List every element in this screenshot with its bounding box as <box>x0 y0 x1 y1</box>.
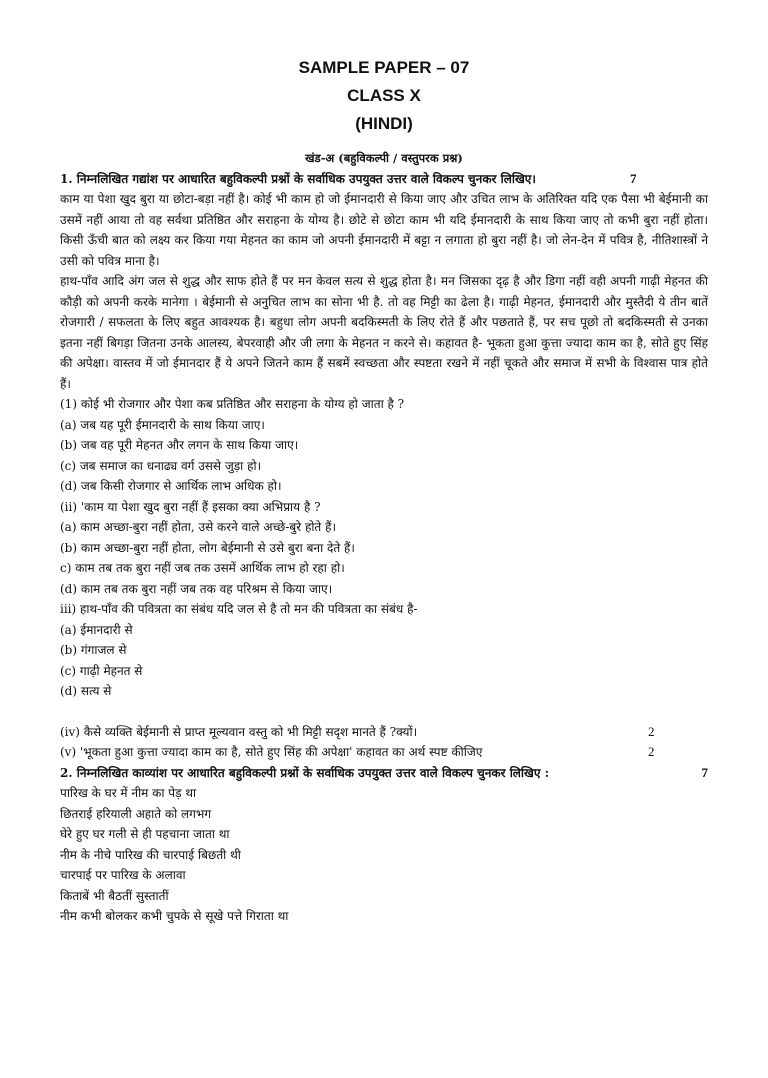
class-title: CLASS X <box>347 86 421 105</box>
short-question-v <box>60 742 708 763</box>
list-item: (ii) 'काम या पेशा खुद बुरा नहीं हैं इसका क्या अभिप्राय है ? <box>60 499 321 514</box>
paper-title: SAMPLE PAPER – 07 <box>298 58 470 77</box>
poem-line: चारपाई पर पारिख के अलावा <box>60 868 186 882</box>
poem-lines <box>60 783 708 927</box>
question-2-text: 2. निम्नलिखित काव्यांश पर आधारित बहुविकल्पी प्रश्नों के सर्वाधिक उपयुक्त उत्तर वाले विकल्प चुनकर लिखिए : <box>60 765 550 780</box>
short-question-marks: 2 <box>648 744 655 759</box>
question-1-items <box>60 394 708 702</box>
question-2-heading <box>60 763 708 784</box>
poem-line: छितराई हरियाली अहाते को लगभग <box>60 806 212 821</box>
poem-line: नीम कभी बोलकर कभी चुपके से सूखे पत्ते गिराता था <box>60 909 289 923</box>
passage-paragraph-1: काम या पेशा खुद बुरा या छोटा-बड़ा नहीं है। कोई भी काम हो जो ईमानदारी से किया जाए और उचित लाभ के अतिरिक्त यदि एक पैसा भी बेईमानी का उसमें नहीं आया तो वह सर्वथा प्रतिष्ठित और सराहना के योग्य है। छोटे से छोटा काम भी यदि ईमानदारी के साथ किया जाए तो कभी बुरा नहीं होता। किसी ऊँची बात को लक्ष्य कर किया गया मेहनत का काम जो अपनी ईमानदारी में बट्टा न लगाता हो बुरा नहीं है। जो लेन-देन में पवित्र है, नीतिशास्त्रों ने उसी को पवित्र माना है। <box>60 192 708 268</box>
short-question-text: (iv) कैसे व्यक्ति बेईमानी से प्राप्त मूल्यवान वस्तु को भी मिट्टी सदृश मानते हैं ?क्यों। <box>60 724 418 739</box>
question-2-marks: 7 <box>701 764 708 780</box>
poem-line: पारिख के घर में नीम का पेड़ था <box>60 786 197 800</box>
list-item: (b) काम अच्छा-बुरा नहीं होता, लोग बेईमानी से उसे बुरा बना देते हैं। <box>60 540 355 555</box>
poem-line: किताबें भी बैठतीं सुस्तातीं <box>60 888 169 903</box>
poem-line: नीम के नीचे पारिख की चारपाई बिछती थी <box>60 847 241 862</box>
question-1-marks: 7 <box>630 170 637 186</box>
subject-title: (HINDI) <box>355 114 413 133</box>
list-item: (b) गंगाजल से <box>60 643 127 657</box>
list-item: (a) ईमानदारी से <box>60 622 133 637</box>
spacer <box>60 702 708 722</box>
list-item: c) काम तब तक बुरा नहीं जब तक उसमें आर्थिक लाभ हो रहा हो। <box>60 561 345 575</box>
list-item: (d) जब किसी रोजगार से आर्थिक लाभ अधिक हो। <box>60 479 282 493</box>
list-item: (c) गाढ़ी मेहनत से <box>60 663 143 678</box>
list-item: (c) जब समाज का धनाढ्य वर्ग उससे जुड़ा हो। <box>60 458 262 473</box>
document-page <box>0 54 768 1078</box>
short-question-text: (v) 'भूकता हुआ कुत्ता ज्यादा काम का है, सोते हुए सिंह की अपेक्षा' कहावत का अर्थ स्पष्ट कीजिए <box>60 745 483 759</box>
list-item: (b) जब वह पूरी मेहनत और लगन के साथ किया जाए। <box>60 438 299 452</box>
question-1-heading <box>60 169 708 190</box>
short-question-iv <box>60 722 708 743</box>
section-heading: खंड-अ (बहुविकल्पी / वस्तुपरक प्रश्न) <box>305 151 463 165</box>
list-item: (1) कोई भी रोजगार और पेशा कब प्रतिष्ठित और सराहना के योग्य हो जाता है ? <box>60 397 405 411</box>
question-1-text: 1. निम्नलिखित गद्यांश पर आधारित बहुविकल्पी प्रश्नों के सर्वाधिक उपयुक्त उत्तर वाले विकल्प चुनकर लिखिए। <box>60 171 536 186</box>
paper-body <box>0 148 768 927</box>
list-item: (a) काम अच्छा-बुरा नहीं होता, उसे करने वाले अच्छे-बुरे होते हैं। <box>60 520 337 534</box>
short-question-marks: 2 <box>648 723 655 739</box>
list-item: (d) सत्य से <box>60 684 112 698</box>
list-item: iii) हाथ-पाँव की पवित्रता का संबंध यदि जल से है तो मन की पवित्रता का संबंध है- <box>60 602 418 616</box>
passage-paragraph-2: हाथ-पाँव आदि अंग जल से शुद्ध और साफ होते हैं पर मन केवल सत्य से शुद्ध होता है। मन जिसका दृढ़ है और डिगा नहीं वही अपनी गाढ़ी मेहनत की कौड़ी को अपनी करके मानेगा । बेईमानी से अनुचित लाभ का सोना भी है. तो वह मिट्टी का ढेला है। गाढ़ी मेहनत, ईमानदारी और मुस्तैदी ये तीन बातें रोजगारी / सफलता के लिए बहुत आवश्यक है। बहुधा लोग अपनी बदकिस्मती के लिए रोते हैं और पछताते हैं, पर सच पूछो तो बदकिस्मती से उनका इतना नहीं बिगड़ा जितना उनके आलस्य, बेपरवाही और जी लगा के मेहनत न करने से। कहावत है- भूकता हुआ कुत्ता ज्यादा काम का है, सोते हुए सिंह की अपेक्षा। वास्तव में जो ईमानदार हैं ये अपने जितने काम हैं सबमें स्वच्छता और स्पष्टता रखने में नहीं चूकते और समाज में सभी के विश्वास पात्र होते हैं। <box>60 274 708 391</box>
list-item: (d) काम तब तक बुरा नहीं जब तक वह परिश्रम से किया जाए। <box>60 581 333 596</box>
poem-line: घेरे हुए घर गली से ही पहचाना जाता था <box>60 827 230 841</box>
list-item: (a) जब यह पूरी ईमानदारी के साथ किया जाए। <box>60 417 265 432</box>
